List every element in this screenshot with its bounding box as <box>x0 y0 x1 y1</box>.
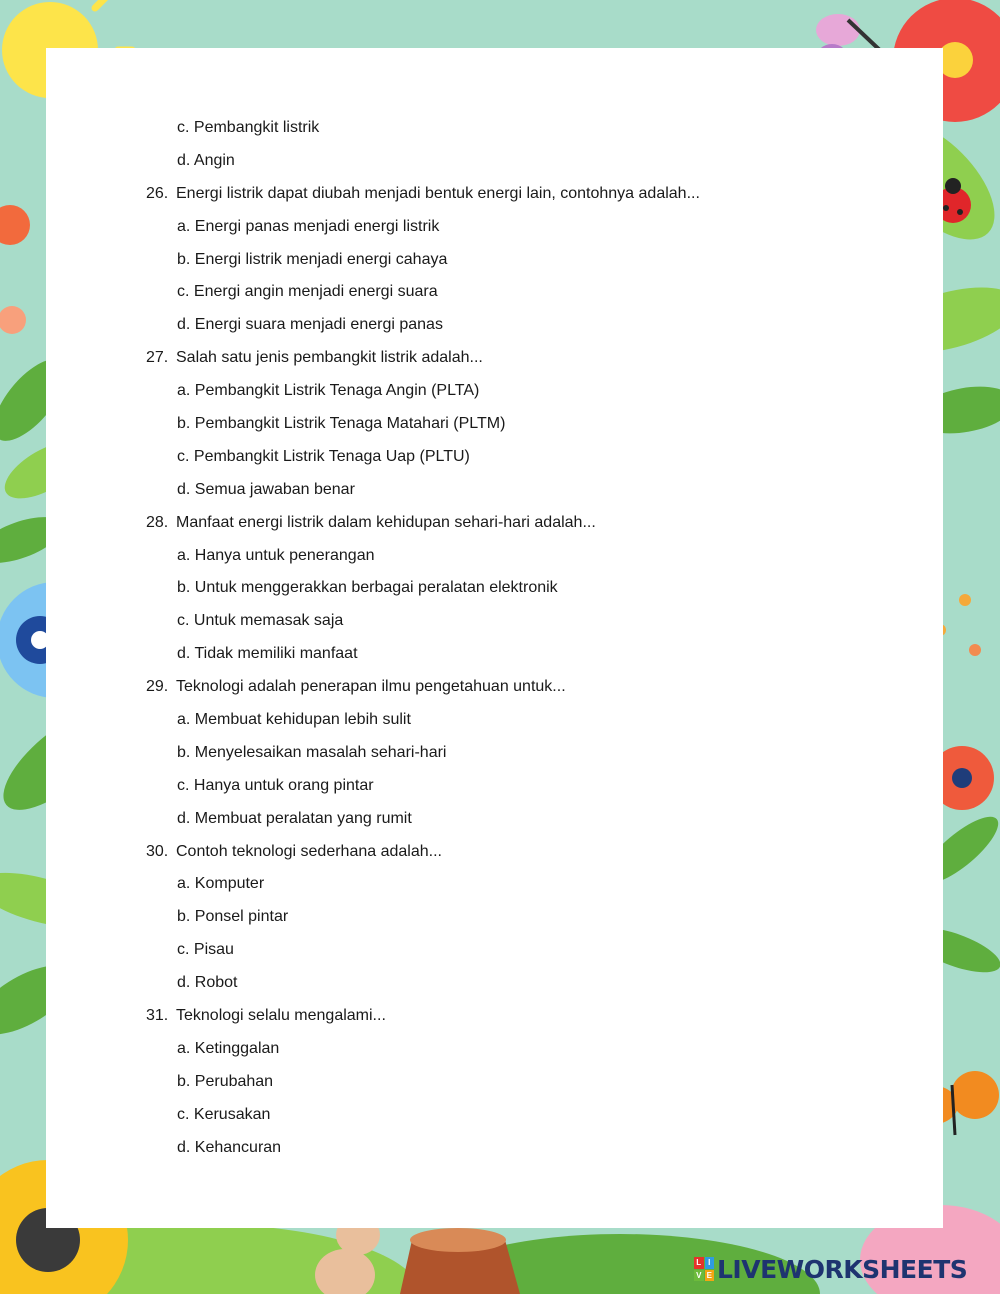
question-list <box>146 112 906 1165</box>
logo-letter: I <box>705 1257 715 1269</box>
answer-option: c. Pisau <box>177 941 234 959</box>
answer-option: b. Perubahan <box>177 1072 274 1090</box>
logo-letter: E <box>705 1270 715 1282</box>
question <box>146 342 906 375</box>
question-number: 27. <box>146 349 169 367</box>
answer-option: a. Ketinggalan <box>177 1039 280 1057</box>
question-text: Energi listrik dapat diubah menjadi bentuk energi lain, contohnya adalah... <box>176 184 700 202</box>
question-text: Teknologi selalu mengalami... <box>176 1007 386 1025</box>
answer-option: a. Energi panas menjadi energi listrik <box>177 217 440 235</box>
question <box>146 507 906 540</box>
answer-option: d. Membuat peralatan yang rumit <box>177 809 412 827</box>
question-text: Contoh teknologi sederhana adalah... <box>176 842 442 860</box>
question <box>146 1000 906 1033</box>
answer-option: d. Semua jawaban benar <box>177 480 355 498</box>
answer-option: d. Robot <box>177 974 238 992</box>
liveworksheets-logo <box>694 1252 967 1286</box>
answer-option: b. Energi listrik menjadi energi cahaya <box>177 250 448 268</box>
question <box>146 178 906 211</box>
logo-letter: L <box>694 1257 704 1269</box>
answer-option: a. Komputer <box>177 875 265 893</box>
answer-option: c. Untuk memasak saja <box>177 612 344 630</box>
answer-option: b. Untuk menggerakkan berbagai peralatan elektronik <box>177 579 558 597</box>
question-text: Manfaat energi listrik dalam kehidupan sehari-hari adalah... <box>176 513 596 531</box>
question <box>146 671 906 704</box>
question <box>146 836 906 869</box>
answer-option: c. Energi angin menjadi energi suara <box>177 283 438 301</box>
answer-option: d. Angin <box>177 151 235 169</box>
answer-option: c. Pembangkit Listrik Tenaga Uap (PLTU) <box>177 447 470 465</box>
answer-option: d. Energi suara menjadi energi panas <box>177 316 443 334</box>
question-number: 31. <box>146 1007 169 1025</box>
question-number: 30. <box>146 842 169 860</box>
answer-option: c. Kerusakan <box>177 1105 271 1123</box>
answer-option: b. Menyelesaikan masalah sehari-hari <box>177 743 447 761</box>
question-text: Teknologi adalah penerapan ilmu pengetahuan untuk... <box>176 678 566 696</box>
answer-option: b. Ponsel pintar <box>177 908 289 926</box>
answer-option: d. Tidak memiliki manfaat <box>177 645 358 663</box>
tree-stump-icon <box>400 1228 520 1294</box>
logo-mark-icon <box>694 1257 714 1281</box>
answer-option: a. Membuat kehidupan lebih sulit <box>177 711 411 729</box>
question-text: Salah satu jenis pembangkit listrik adalah... <box>176 349 483 367</box>
question-number: 26. <box>146 184 169 202</box>
question-number: 29. <box>146 678 169 696</box>
answer-option: c. Hanya untuk orang pintar <box>177 776 374 794</box>
question-number: 28. <box>146 513 169 531</box>
answer-option: d. Kehancuran <box>177 1138 282 1156</box>
answer-option: b. Pembangkit Listrik Tenaga Matahari (PLTM) <box>177 415 506 433</box>
logo-text: LIVEWORKSHEETS <box>717 1254 968 1284</box>
answer-option: c. Pembangkit listrik <box>177 119 320 136</box>
answer-option: a. Pembangkit Listrik Tenaga Angin (PLTA) <box>177 382 480 400</box>
answer-option: a. Hanya untuk penerangan <box>177 546 375 564</box>
logo-letter: V <box>694 1270 704 1282</box>
